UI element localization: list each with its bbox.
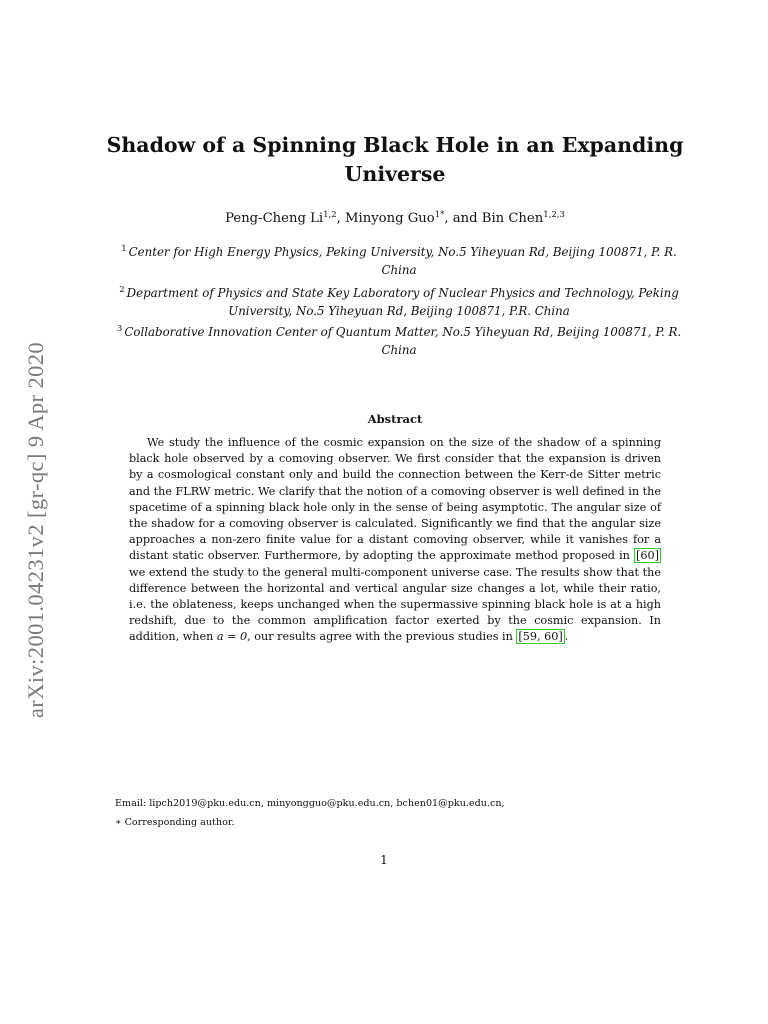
- abstract-text: .: [564, 630, 569, 644]
- email-footnote: Email: lipch2019@pku.edu.cn, minyongguo@pku.edu.cn, bchen01@pku.edu.cn,: [115, 798, 505, 809]
- title-line: Shadow of a Spinning Black Hole in an Expanding: [106, 133, 684, 157]
- affiliation-text: Center for High Energy Physics, Peking University, No.5 Yiheyuan Rd, Beijing 100871, P. R.: [128, 245, 677, 259]
- affiliation-text: China: [381, 263, 417, 277]
- author-separator: ,: [336, 211, 345, 226]
- affiliation-text: University, No.5 Yiheyuan Rd, Beijing 100871, P.R. China: [228, 304, 570, 318]
- page-number: 1: [380, 853, 388, 867]
- author-affiliation-mark: 1,2: [323, 210, 337, 220]
- author-list: [100, 206, 690, 228]
- abstract-text: We study the influence of the cosmic expansion on the size of the shadow of a spinning black hole observed by a comoving observer. We first consider that the expansion is driven by a cosmological constant only and build the connection between the Kerr-de Sitter metric and the FLRW metric. We clarify that the notion of a comoving observer is well defined in the spacetime of a spinning black hole only in the sense of being asymptotic. The angular size of the shadow for a comoving observer is calculated. Significantly we find that the angular size approaches a non-zero finite value for a distant comoving observer, while it vanishes for a distant static observer. Furthermore, by adopting the approximate method proposed in: [129, 436, 661, 563]
- author-name: Bin Chen: [481, 211, 544, 226]
- affiliation-mark: 1: [121, 244, 127, 254]
- author-affiliation-mark: 1,2,3: [543, 210, 565, 220]
- abstract-text: , our results agree with the previous studies in: [247, 630, 517, 644]
- affiliation-mark: 3: [116, 324, 123, 334]
- affiliation-2: [104, 281, 694, 320]
- affiliation-mark: 2: [119, 285, 125, 295]
- author-name: Peng-Cheng Li: [225, 211, 324, 226]
- abstract-text: we extend the study to the general multi-component universe case. The results show that the difference between the horizontal and vertical angular size changes a lot, while their ratio, i.e. the oblateness, keeps unchanged when the supermassive spinning black hole is at a high redshift, due to the common amplification factor exerted by the cosmic expansion. In addition, when: [129, 565, 661, 644]
- citation-link[interactable]: [60]: [636, 549, 659, 563]
- abstract-heading: Abstract: [367, 412, 423, 426]
- abstract-body: [129, 435, 661, 646]
- title-line: Universe: [344, 162, 446, 186]
- affiliation-text: Collaborative Innovation Center of Quantum Matter, No.5 Yiheyuan Rd, Beijing 100871, P. R.: [124, 325, 682, 339]
- author-name: Minyong Guo: [345, 211, 435, 226]
- author-affiliation-mark: 1*: [434, 210, 445, 220]
- author-separator: , and: [444, 211, 482, 226]
- affiliation-text: China: [381, 343, 417, 357]
- affiliation-3: [104, 320, 694, 359]
- corresponding-author-footnote: ∗ Corresponding author.: [115, 817, 235, 828]
- affiliation-text: Department of Physics and State Key Laboratory of Nuclear Physics and Technology, Peking: [126, 286, 679, 300]
- citation-link[interactable]: [59, 60]: [518, 630, 563, 644]
- arxiv-identifier: arXiv:2001.04231v2 [gr-qc] 9 Apr 2020: [23, 341, 48, 719]
- paper-title: [100, 131, 690, 189]
- affiliation-1: [104, 240, 694, 279]
- math-expression: a = 0: [216, 630, 248, 644]
